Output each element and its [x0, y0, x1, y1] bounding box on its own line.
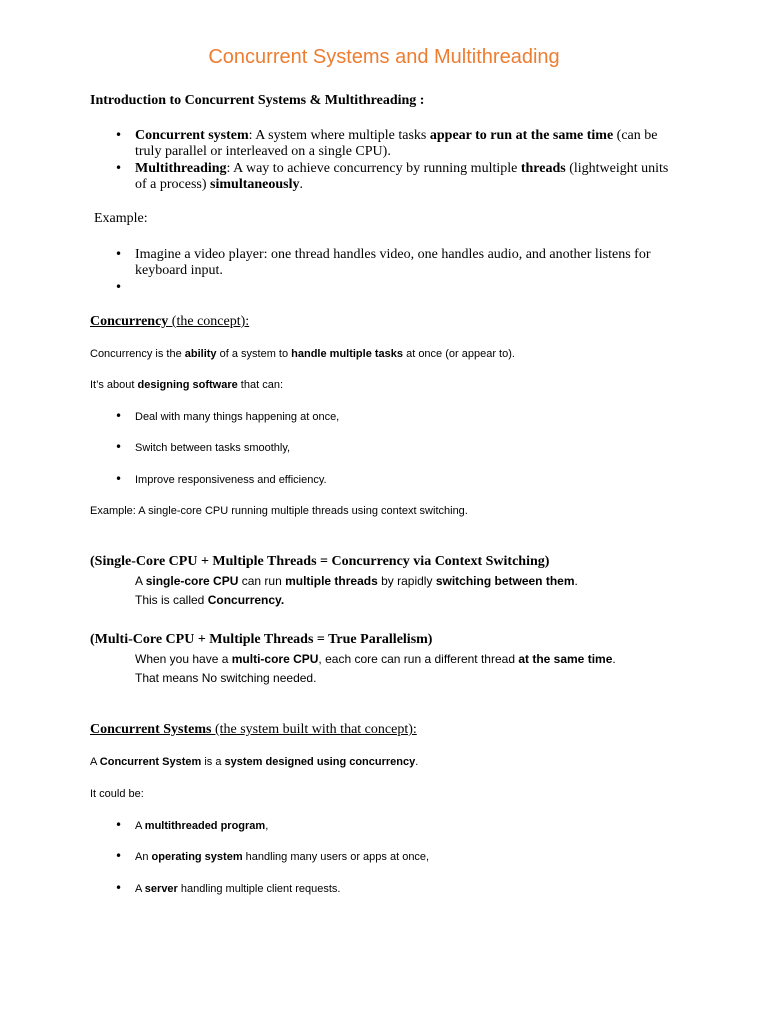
concurrency-definition [90, 346, 690, 362]
heading-bold: Concurrent Systems [90, 722, 212, 737]
text: . [574, 574, 578, 588]
emphasis: single-core CPU [145, 574, 239, 588]
text: . [299, 177, 303, 192]
text: A [135, 883, 145, 895]
term: Multithreading [135, 161, 227, 176]
concurrency-about [90, 377, 690, 393]
text: A [135, 574, 146, 588]
example-item: Imagine a video player: one thread handles video, one handles audio, and another listens for keyboard input. [135, 247, 651, 278]
intro-item-concurrent-system [135, 128, 675, 160]
text: Concurrency is the [90, 348, 185, 360]
text: that can: [237, 379, 284, 391]
multi-core-line-2: That means No switching needed. [135, 671, 317, 685]
bullet-icon: • [115, 247, 123, 261]
text: handling multiple client requests. [177, 883, 341, 895]
emphasis: threads [520, 161, 566, 176]
emphasis: simultaneously [210, 177, 300, 192]
systems-definition [90, 754, 690, 770]
single-core-line-2 [135, 592, 735, 608]
text: A [135, 820, 145, 832]
text: (lightweight units of a process) [135, 161, 669, 192]
bullet-icon: • [115, 161, 123, 175]
text: : A system where multiple tasks [248, 128, 430, 143]
systems-item [135, 818, 675, 834]
emphasis: multi-core CPU [231, 652, 319, 666]
heading-rest: (the system built with that concept): [211, 722, 417, 737]
example-label: Example: [94, 211, 148, 226]
bullet-icon: • [115, 472, 123, 486]
emphasis: multithreaded program [144, 820, 266, 832]
text: is a [201, 756, 225, 768]
emphasis: operating system [151, 851, 243, 863]
emphasis: Concurrent System [99, 756, 202, 768]
intro-item-multithreading [135, 161, 675, 193]
text: , each core can run a different thread [318, 652, 519, 666]
text: A [90, 756, 100, 768]
text: by rapidly [377, 574, 436, 588]
heading-rest: (the concept): [168, 314, 250, 329]
text: An [135, 851, 152, 863]
term: Concurrent system [135, 128, 249, 143]
text: This is called [135, 593, 208, 607]
heading-bold: Concurrency [90, 314, 169, 329]
concurrency-item: Improve responsiveness and efficiency. [135, 474, 327, 486]
intro-heading: Introduction to Concurrent Systems & Multithreading : [90, 93, 425, 108]
text: at once (or appear to). [403, 348, 515, 360]
page-title: Concurrent Systems and Multithreading [208, 46, 560, 68]
concurrency-example: Example: A single-core CPU running multiple threads using context switching. [90, 505, 468, 517]
systems-item [135, 881, 675, 897]
bullet-icon: • [115, 881, 123, 895]
systems-could-be: It could be: [90, 788, 144, 800]
emphasis: ability [184, 348, 217, 360]
bullet-icon: • [115, 818, 123, 832]
emphasis: handle multiple tasks [291, 348, 404, 360]
text: can run [238, 574, 286, 588]
text: handling many users or apps at once, [242, 851, 430, 863]
text: . [612, 652, 616, 666]
bullet-icon: • [115, 409, 123, 423]
emphasis: Concurrency. [207, 593, 285, 607]
single-core-line-1 [135, 573, 735, 589]
text: When you have a [135, 652, 232, 666]
emphasis: server [144, 883, 178, 895]
emphasis: multiple threads [285, 574, 378, 588]
emphasis: at the same time [518, 652, 613, 666]
bullet-icon: • [115, 280, 123, 294]
bullet-icon: • [115, 440, 123, 454]
text: . [415, 756, 419, 768]
concurrency-item: Deal with many things happening at once, [135, 411, 340, 423]
multi-core-heading: (Multi-Core CPU + Multiple Threads = True Parallelism) [90, 632, 433, 647]
emphasis: designing software [137, 379, 238, 391]
bullet-icon: • [115, 849, 123, 863]
concurrency-heading [90, 314, 690, 330]
text: : A way to achieve concurrency by running multiple [226, 161, 521, 176]
systems-item [135, 849, 675, 865]
emphasis: appear to run at the same time [429, 128, 614, 143]
emphasis: system designed using concurrency [224, 756, 416, 768]
text: , [265, 820, 269, 832]
concurrency-item: Switch between tasks smoothly, [135, 442, 291, 454]
emphasis: switching between them [435, 574, 575, 588]
text: of a system to [216, 348, 292, 360]
systems-heading [90, 722, 690, 738]
single-core-heading: (Single-Core CPU + Multiple Threads = Concurrency via Context Switching) [90, 554, 550, 569]
text: (can be truly parallel or interleaved on a single CPU). [135, 128, 658, 159]
bullet-icon: • [115, 128, 123, 142]
multi-core-line-1 [135, 651, 735, 667]
text: It’s about [90, 379, 138, 391]
